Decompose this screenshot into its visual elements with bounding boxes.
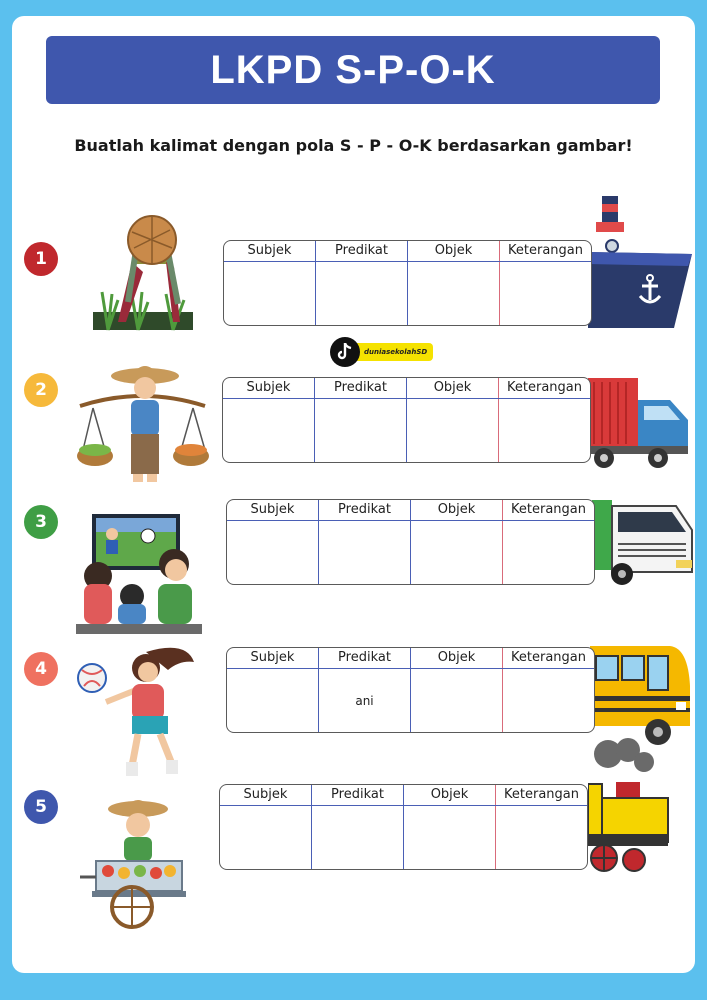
number-badge-4 xyxy=(24,652,58,686)
instruction-text: Buatlah kalimat dengan pola S - P - O-K berdasarkan gambar! xyxy=(74,136,633,155)
answer-predikat[interactable] xyxy=(315,262,407,325)
answer-subjek[interactable] xyxy=(220,806,311,869)
watermark-label: duniasekolahSD xyxy=(354,343,433,361)
answer-predikat[interactable] xyxy=(314,399,406,462)
tiktok-logo-icon xyxy=(330,337,360,367)
header-objek: Objek xyxy=(410,500,502,520)
header-keterangan: Keterangan xyxy=(498,378,590,398)
ship-illustration xyxy=(588,196,692,328)
header-keterangan: Keterangan xyxy=(499,241,591,261)
red-truck-illustration xyxy=(588,378,692,470)
header-predikat: Predikat xyxy=(315,241,407,261)
header-subjek: Subjek xyxy=(243,787,288,802)
number-label: 5 xyxy=(35,797,47,817)
header-keterangan: Keterangan xyxy=(502,648,594,668)
school-bus-illustration xyxy=(590,646,694,750)
answer-objek[interactable] xyxy=(410,669,502,732)
number-badge-5 xyxy=(24,790,58,824)
number-badge-3 xyxy=(24,505,58,539)
vegetable-seller-illustration xyxy=(75,358,210,488)
answer-subjek[interactable] xyxy=(227,521,318,584)
title-banner xyxy=(46,36,660,104)
answer-subjek[interactable] xyxy=(227,669,318,732)
header-objek: Objek xyxy=(406,378,498,398)
watermark xyxy=(330,338,433,366)
answer-subjek[interactable] xyxy=(224,262,315,325)
header-objek: Objek xyxy=(410,648,502,668)
number-label: 4 xyxy=(35,659,47,679)
answer-objek[interactable] xyxy=(406,399,498,462)
header-objek: Objek xyxy=(407,241,499,261)
spok-table-2 xyxy=(222,377,591,463)
spok-table-4 xyxy=(226,647,595,733)
answer-keterangan[interactable] xyxy=(502,669,594,732)
number-badge-2 xyxy=(24,373,58,407)
fruit-cart-vendor-illustration xyxy=(80,795,192,929)
number-label: 1 xyxy=(35,249,47,269)
answer-objek[interactable] xyxy=(410,521,502,584)
green-truck-illustration xyxy=(592,500,696,586)
spok-table-5 xyxy=(219,784,588,870)
number-label: 3 xyxy=(35,512,47,532)
header-predikat: Predikat xyxy=(314,378,406,398)
header-subjek: Subjek xyxy=(247,243,292,258)
answer-keterangan[interactable] xyxy=(498,399,590,462)
header-subjek: Subjek xyxy=(250,502,295,517)
answer-subjek[interactable] xyxy=(223,399,314,462)
answer-predikat[interactable]: ani xyxy=(318,669,410,732)
header-objek: Objek xyxy=(403,785,495,805)
header-predikat: Predikat xyxy=(311,785,403,805)
header-predikat: Predikat xyxy=(318,500,410,520)
spok-table-3 xyxy=(226,499,595,585)
answer-keterangan[interactable] xyxy=(495,806,587,869)
answer-keterangan[interactable] xyxy=(502,521,594,584)
answer-predikat[interactable] xyxy=(318,521,410,584)
number-label: 2 xyxy=(35,380,47,400)
family-watching-tv-illustration xyxy=(76,512,202,634)
farmer-planting-rice-illustration xyxy=(88,212,198,332)
spok-table-1 xyxy=(223,240,592,326)
header-predikat: Predikat xyxy=(318,648,410,668)
answer-keterangan[interactable] xyxy=(499,262,591,325)
page-title: LKPD S-P-O-K xyxy=(210,47,496,92)
number-badge-1 xyxy=(24,242,58,276)
header-subjek: Subjek xyxy=(246,380,291,395)
answer-objek[interactable] xyxy=(403,806,495,869)
header-keterangan: Keterangan xyxy=(495,785,587,805)
steam-train-illustration xyxy=(588,738,672,874)
header-subjek: Subjek xyxy=(250,650,295,665)
header-keterangan: Keterangan xyxy=(502,500,594,520)
answer-predikat[interactable] xyxy=(311,806,403,869)
answer-objek[interactable] xyxy=(407,262,499,325)
girl-volleyball-illustration xyxy=(76,640,198,780)
